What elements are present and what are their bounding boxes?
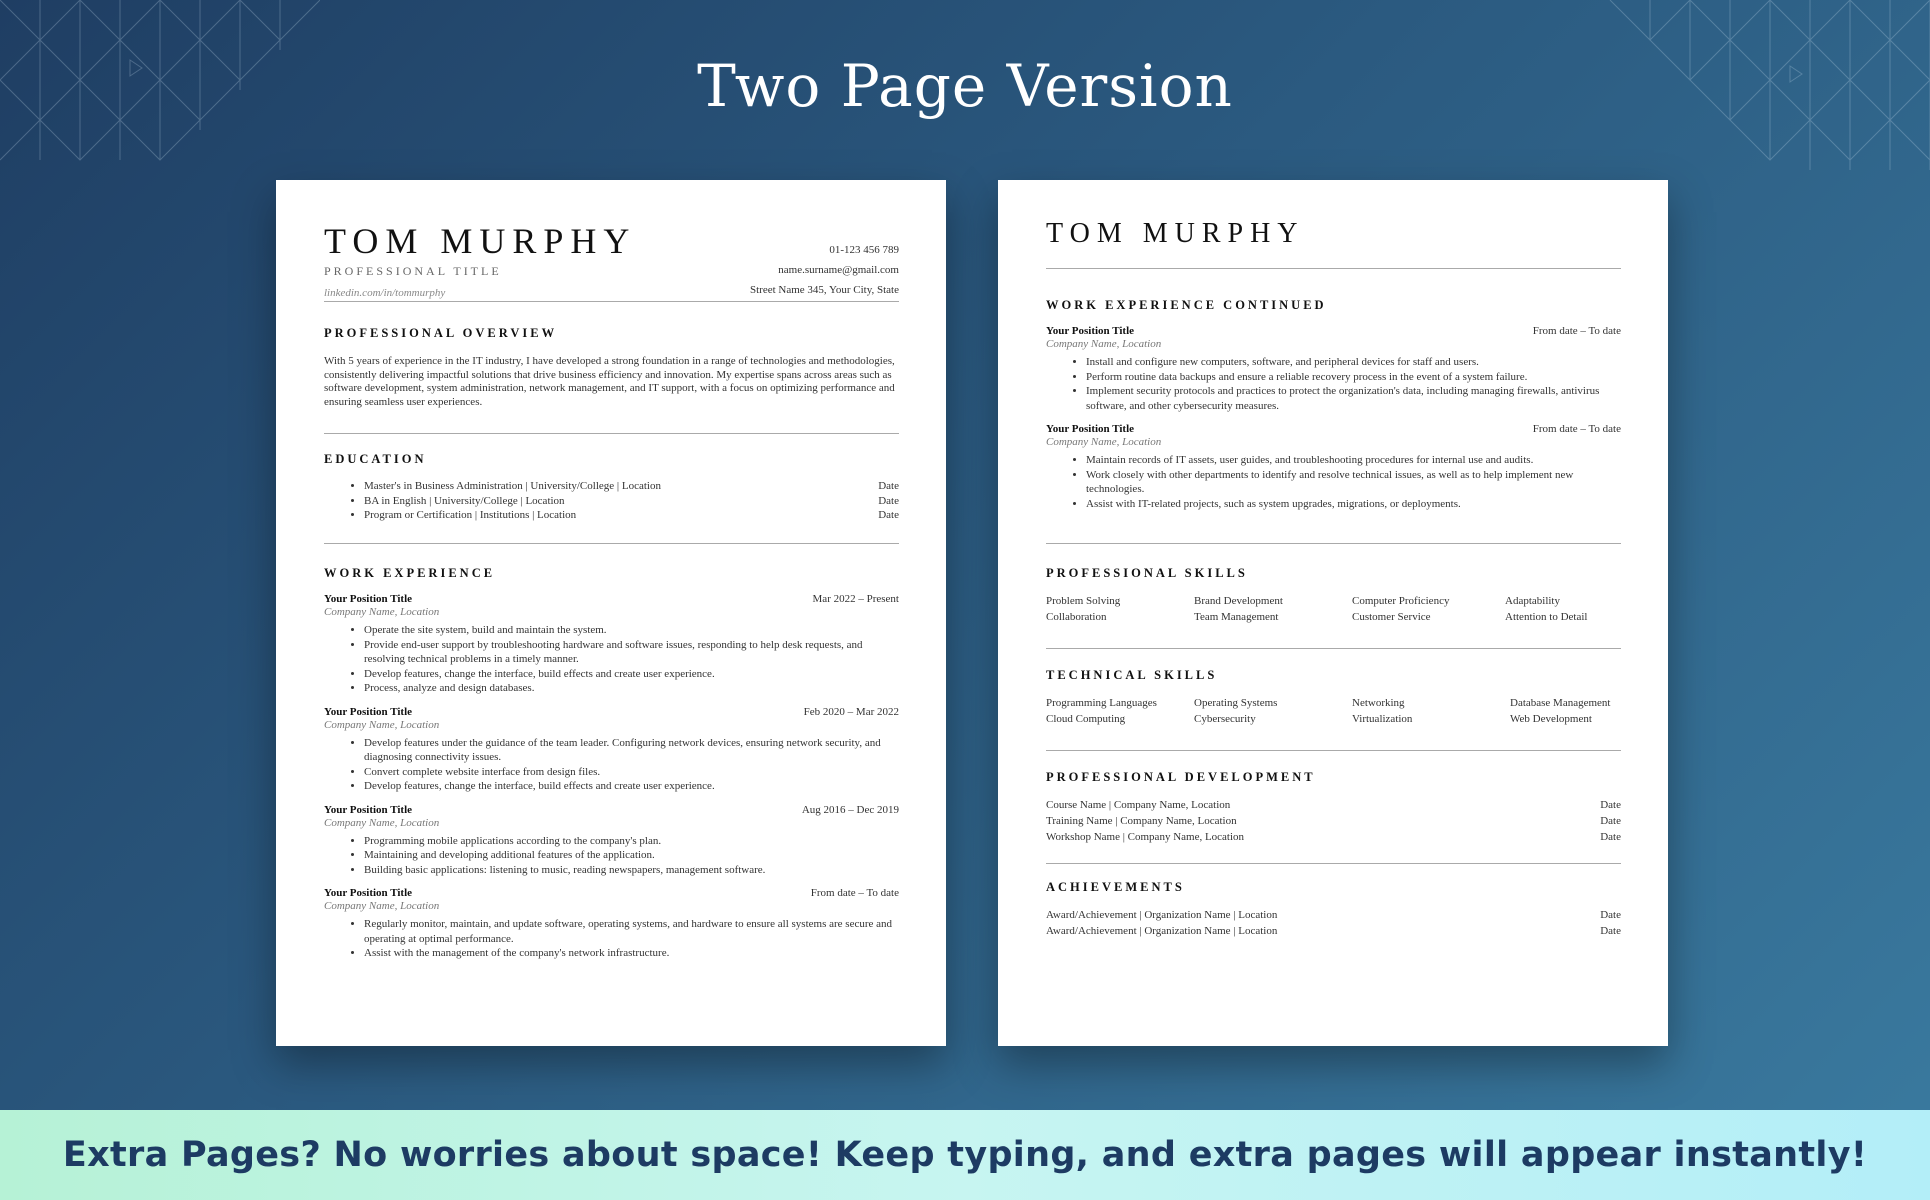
section-heading: WORK EXPERIENCE CONTINUED (1046, 298, 1327, 312)
section-heading: PROFESSIONAL OVERVIEW (324, 326, 558, 340)
education-row (364, 494, 899, 509)
item-date: Date (1600, 799, 1621, 811)
job-bullets (324, 917, 899, 961)
development-list (1046, 797, 1621, 845)
education-date: Date (878, 480, 899, 492)
job-bullets (324, 834, 899, 878)
achievements-list (1046, 907, 1621, 939)
education-date: Date (878, 509, 899, 521)
section-heading: PROFESSIONAL DEVELOPMENT (1046, 770, 1316, 784)
resume-page-2 (998, 180, 1668, 1046)
item-text: Workshop Name | Company Name, Location (1046, 831, 1245, 843)
skill-item: Web Development (1510, 713, 1592, 725)
section-heading: EDUCATION (324, 452, 427, 466)
skill-item: Problem Solving (1046, 595, 1121, 607)
job-header (1046, 423, 1621, 435)
linkedin-link[interactable]: linkedin.com/in/tommurphy (324, 287, 446, 299)
job-bullet: • Provide end-user support by troubleshooting hardware and software issues, responding to help desk requests, and resolving technical problems in a timely manner. (364, 638, 899, 667)
contact-block (750, 240, 899, 300)
job-list (1046, 325, 1621, 511)
job-bullet: • Work closely with other departments to identify and resolve technical issues, as well as to help implement new technologies. (1086, 468, 1621, 497)
skill-item: Collaboration (1046, 611, 1107, 623)
company-name: Company Name, Location (1046, 436, 1162, 448)
company-name: Company Name, Location (324, 718, 440, 731)
education-list (324, 479, 899, 523)
job-date: From date – To date (1532, 423, 1621, 435)
job-bullet: • Install and configure new computers, software, and peripheral devices for staff and users. (1086, 355, 1621, 370)
job-bullet: • Convert complete website interface from design files. (364, 765, 899, 780)
item-date: Date (1600, 909, 1621, 921)
job-title: Your Position Title (1046, 325, 1135, 337)
company-name: Company Name, Location (324, 900, 440, 912)
section-heading: TECHNICAL SKILLS (1046, 668, 1218, 682)
list-item (1046, 907, 1621, 923)
job-bullets (1046, 355, 1621, 413)
education-text: • Program or Certification | Institutions | Location (364, 509, 577, 521)
job-title: Your Position Title (1046, 423, 1135, 435)
divider (1046, 863, 1621, 864)
street-address: Street Name 345, Your City, State (750, 284, 899, 296)
resume-name: TOM MURPHY (1046, 218, 1305, 249)
job-header (324, 887, 899, 899)
job-entry (324, 887, 899, 961)
list-item (1046, 797, 1621, 813)
education-section (324, 452, 899, 523)
skill-item: Attention to Detail (1505, 611, 1588, 623)
job-bullet: • Regularly monitor, maintain, and update software, operating systems, and hardware to ensure all systems are secure and operating at optimal performance. (364, 917, 899, 946)
job-bullet: • Assist with IT-related projects, such as system upgrades, migrations, or deployments. (1086, 497, 1621, 512)
overview-section (324, 326, 899, 409)
item-text: Course Name | Company Name, Location (1046, 799, 1231, 811)
tech-skills-grid (1046, 695, 1621, 727)
job-header (324, 593, 899, 605)
skills-grid (1046, 593, 1621, 625)
job-bullet: • Develop features under the guidance of the team leader. Configuring network devices, ensuring network security, and diagnosing connectivity issues. (364, 736, 899, 765)
skill-item: Virtualization (1352, 713, 1413, 725)
skill-item: Database Management (1510, 697, 1611, 709)
job-header (324, 706, 899, 718)
divider (324, 433, 899, 434)
overview-text: With 5 years of experience in the IT industry, I have developed a strong foundation in a range of technologies and methodologies, consistently delivering impactful solutions that drive business efficiency and innovation. My expertise spans across areas such as software development, system administration, network management, and IT support, with a focus on optimizing performance and ensuring seamless user experiences. (324, 355, 895, 408)
list-item (1046, 829, 1621, 845)
job-entry (1046, 325, 1621, 413)
job-bullet: • Building basic applications: listening to music, reading newspapers, management software. (364, 863, 899, 878)
company-name: Company Name, Location (1046, 338, 1162, 350)
skill-item: Team Management (1194, 611, 1279, 623)
job-entry (324, 804, 899, 878)
divider (1046, 750, 1621, 751)
job-header (324, 804, 899, 816)
item-date: Date (1600, 925, 1621, 937)
job-title: Your Position Title (324, 705, 413, 718)
item-date: Date (1600, 815, 1621, 827)
page-headline: Two Page Version (697, 52, 1233, 120)
company-name: Company Name, Location (324, 816, 440, 829)
professional-skills-section (1046, 566, 1621, 625)
job-title: Your Position Title (324, 803, 413, 816)
job-bullets (324, 623, 899, 696)
job-date: Aug 2016 – Dec 2019 (801, 803, 899, 816)
education-row (364, 479, 899, 494)
job-bullet: • Maintain records of IT assets, user guides, and troubleshooting procedures for internal use and audits. (1086, 453, 1621, 468)
education-item (364, 508, 899, 523)
job-bullet: • Process, analyze and design databases. (364, 681, 899, 696)
divider (324, 301, 899, 302)
job-bullet: • Develop features, change the interface, build effects and create user experience. (364, 667, 899, 682)
work-continued-section (1046, 298, 1621, 521)
list-item (1046, 923, 1621, 939)
skill-item: Adaptability (1505, 595, 1560, 607)
development-section (1046, 770, 1621, 845)
divider (1046, 268, 1621, 269)
education-text: • BA in English | University/College | Location (364, 494, 565, 507)
professional-title: PROFESSIONAL TITLE (324, 264, 502, 278)
job-entry (324, 706, 899, 794)
skill-item: Computer Proficiency (1352, 595, 1450, 607)
item-date: Date (1600, 831, 1621, 843)
job-list (324, 593, 899, 961)
job-date: Mar 2022 – Present (812, 593, 899, 605)
skill-item: Programming Languages (1046, 697, 1157, 709)
job-title: Your Position Title (324, 887, 413, 899)
job-header (1046, 325, 1621, 337)
job-entry (1046, 423, 1621, 511)
education-date: Date (878, 494, 899, 507)
work-section (324, 566, 899, 971)
promo-banner (0, 1110, 1930, 1200)
skill-item: Brand Development (1194, 595, 1283, 607)
achievements-section (1046, 880, 1621, 939)
job-entry (324, 593, 899, 696)
job-bullet: • Implement security protocols and practices to protect the organization's data, including managing firewalls, antivirus software, and other cybersecurity measures. (1086, 384, 1621, 413)
education-row (364, 508, 899, 523)
job-bullets (1046, 453, 1621, 511)
divider (1046, 648, 1621, 649)
job-bullet: • Operate the site system, build and maintain the system. (364, 623, 899, 638)
divider (1046, 543, 1621, 544)
phone-number: 01-123 456 789 (829, 244, 899, 256)
skill-item: Cybersecurity (1194, 713, 1256, 725)
job-bullet: • Programming mobile applications according to the company's plan. (364, 834, 899, 849)
section-heading: WORK EXPERIENCE (324, 566, 496, 580)
job-bullet: • Assist with the management of the company's network infrastructure. (364, 946, 899, 961)
item-text: Award/Achievement | Organization Name | Location (1046, 925, 1278, 937)
education-item (364, 494, 899, 509)
section-heading: PROFESSIONAL SKILLS (1046, 566, 1248, 580)
skill-item: Cloud Computing (1046, 713, 1126, 725)
job-title: Your Position Title (324, 593, 413, 605)
list-item (1046, 813, 1621, 829)
education-item (364, 479, 899, 494)
email-address[interactable]: name.surname@gmail.com (778, 264, 899, 276)
job-bullets (324, 736, 899, 794)
skill-item: Customer Service (1352, 611, 1431, 623)
technical-skills-section (1046, 668, 1621, 727)
skill-item: Operating Systems (1194, 697, 1278, 709)
resume-name: TOM MURPHY (324, 221, 637, 261)
education-text: • Master's in Business Administration | University/College | Location (364, 480, 661, 492)
job-date: From date – To date (1532, 325, 1621, 337)
divider (324, 543, 899, 544)
job-date: From date – To date (810, 887, 899, 899)
job-bullet: • Maintaining and developing additional features of the application. (364, 848, 899, 863)
section-heading: ACHIEVEMENTS (1046, 880, 1185, 894)
resume-page-1 (276, 180, 946, 1046)
job-date: Feb 2020 – Mar 2022 (803, 705, 899, 718)
item-text: Award/Achievement | Organization Name | Location (1046, 909, 1278, 921)
job-bullet: • Perform routine data backups and ensure a reliable recovery process in the event of a system failure. (1086, 370, 1621, 385)
skill-item: Networking (1352, 697, 1405, 709)
job-bullet: • Develop features, change the interface, build effects and create user experience. (364, 779, 899, 794)
item-text: Training Name | Company Name, Location (1046, 815, 1237, 827)
company-name: Company Name, Location (324, 606, 440, 618)
banner-text: Extra Pages? No worries about space! Keep typing, and extra pages will appear instantly! (62, 1135, 1868, 1175)
